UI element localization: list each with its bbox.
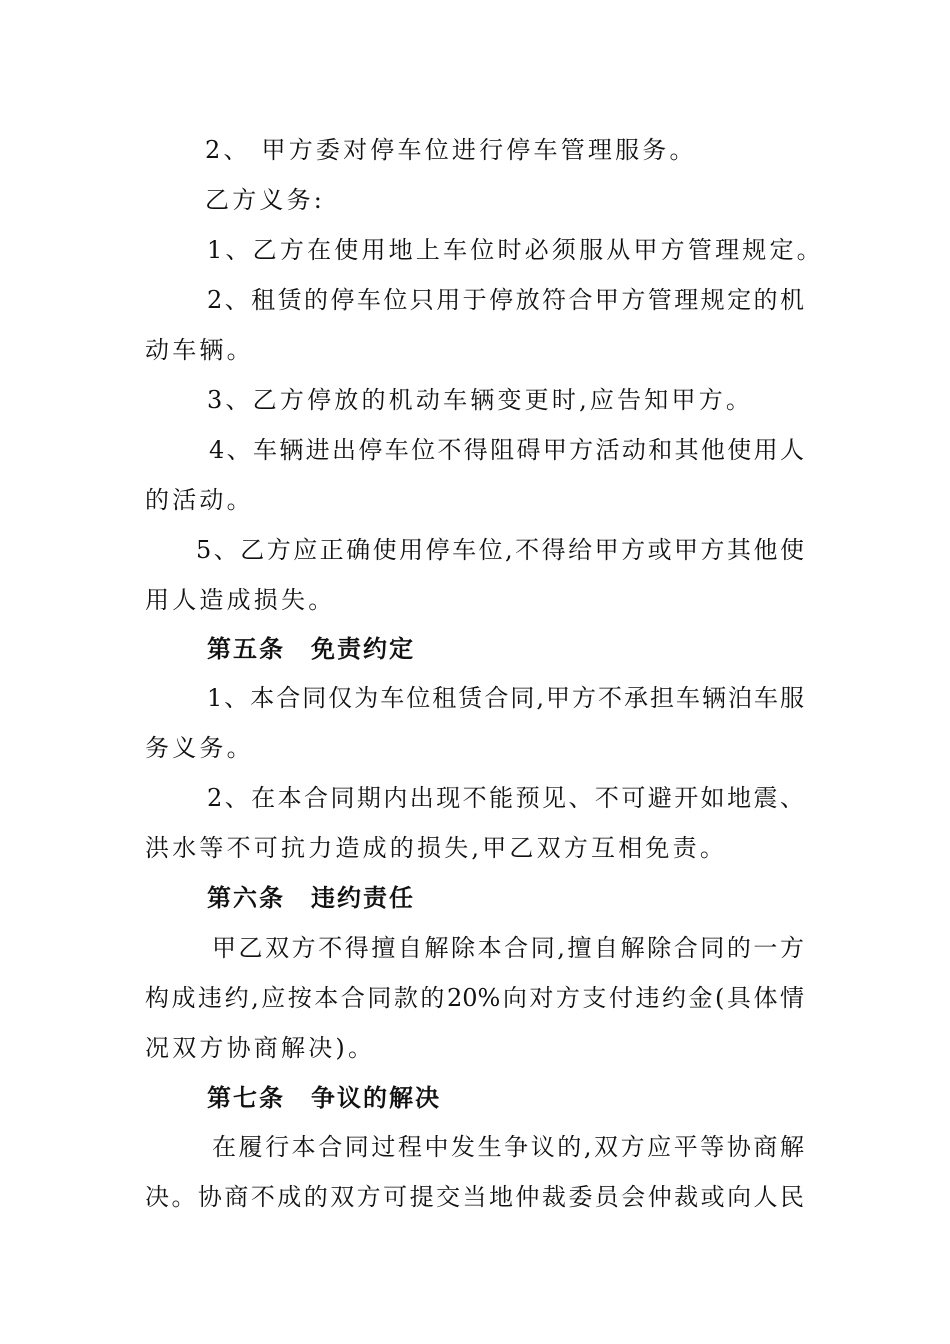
paragraph-line: 洪水等不可抗力造成的损失,甲乙双方互相免责。 [145,834,728,862]
paragraph-line: 2、租赁的停车位只用于停放符合甲方管理规定的机 [207,286,804,314]
paragraph-line: 1、本合同仅为车位租赁合同,甲方不承担车辆泊车服 [207,684,804,712]
paragraph-line: 甲乙双方不得擅自解除本合同,擅自解除合同的一方 [212,934,804,962]
section-heading-five [207,632,507,666]
section-heading-six [207,881,507,915]
section-heading-seven [207,1081,527,1115]
paragraph-line: 构成违约,应按本合同款的20%向对方支付违约金(具体情 [145,984,804,1012]
paragraph-line: 务义务。 [145,734,254,762]
section-title: 争议的解决 [311,1084,441,1112]
paragraph-line: 的活动。 [145,486,254,514]
paragraph-line: 2、在本合同期内出现不能预见、不可避开如地震、 [207,784,804,812]
section-number: 第五条 [207,635,285,663]
paragraph-line: 况双方协商解决)。 [145,1034,376,1062]
paragraph-line: 用人造成损失。 [145,586,336,614]
section-title: 免责约定 [311,635,415,663]
paragraph-line: 决。协商不成的双方可提交当地仲裁委员会仲裁或向人民 [145,1183,804,1211]
paragraph-line: 在履行本合同过程中发生争议的,双方应平等协商解 [212,1133,804,1161]
paragraph-line: 4、车辆进出停车位不得阻碍甲方活动和其他使用人 [209,436,804,464]
paragraph-line: 5、乙方应正确使用停车位,不得给甲方或甲方其他使 [196,536,804,564]
paragraph-line: 3、乙方停放的机动车辆变更时,应告知甲方。 [207,386,754,414]
paragraph-line: 动车辆。 [145,336,254,364]
section-title: 违约责任 [311,884,415,912]
paragraph-line: 1、乙方在使用地上车位时必须服从甲方管理规定。 [207,236,824,264]
section-number: 第七条 [207,1084,285,1112]
paragraph-line: 2、 甲方委对停车位进行停车管理服务。 [205,136,697,164]
paragraph-line: 乙方义务: [205,186,326,214]
section-number: 第六条 [207,884,285,912]
